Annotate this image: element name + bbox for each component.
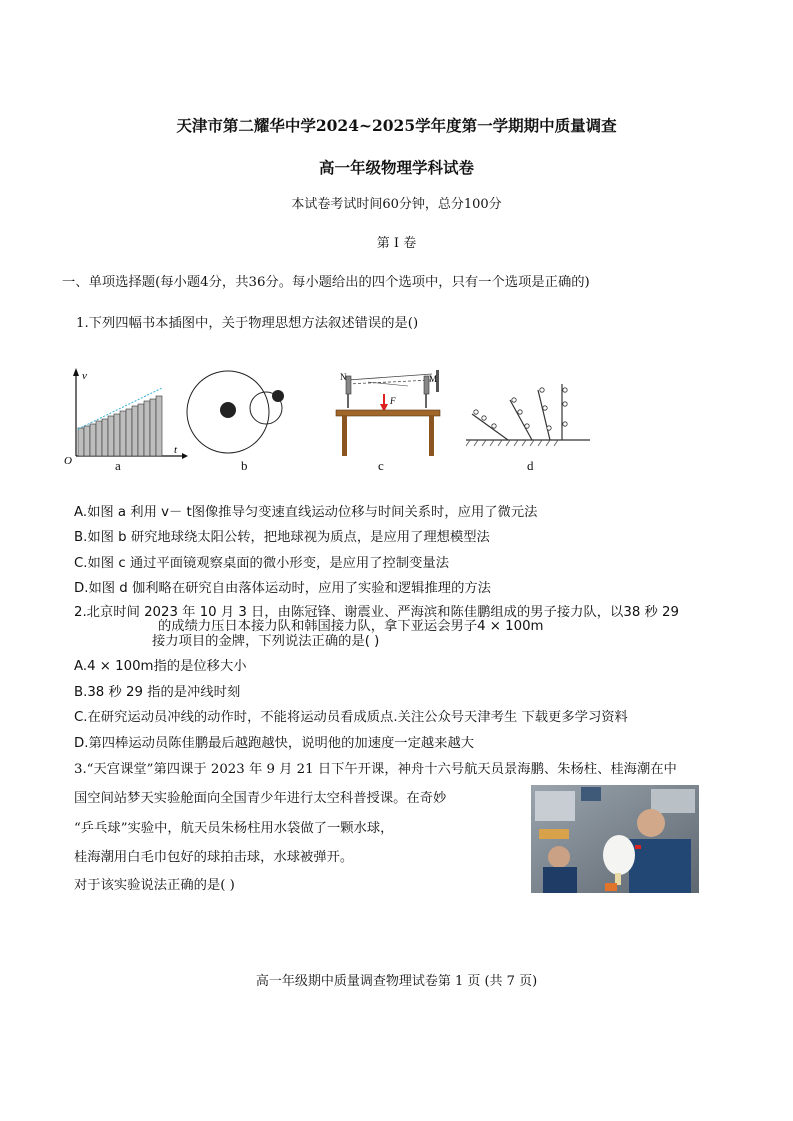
exam-info: 本试卷考试时间60分钟，总分100分 (291, 197, 502, 212)
figure-b-label: b (241, 458, 248, 473)
q2-stem-line3: 接力项目的金牌，下列说法正确的是( ) (152, 634, 380, 649)
q3-stem-line5: 对于该实验说法正确的是( ) (74, 878, 235, 893)
q3-stem-line2: 国空间站梦天实验舱面向全国青少年进行太空科普授课。在奇妙 (74, 791, 447, 806)
question-1-stem: 1.下列四幅书本插图中，关于物理思想方法叙述错误的是() (76, 316, 419, 331)
figure-b-orbit (184, 368, 296, 458)
figure-c-label: c (378, 458, 384, 473)
force-f-label: F (390, 396, 396, 406)
exam-subtitle: 高一年级物理学科试卷 (318, 158, 474, 177)
origin-label: O (64, 455, 72, 464)
q2-option-b: B.38 秒 29 指的是冲线时刻 (74, 685, 241, 700)
page-footer: 高一年级期中质量调查物理试卷第 1 页 (共 7 页) (255, 974, 538, 989)
figure-c-table-mirror (328, 368, 448, 460)
mirror-m-label: M (429, 374, 438, 384)
mirror-n-label: N (340, 372, 347, 382)
q3-stem-line1: 3.“天宫课堂”第四课于 2023 年 9 月 21 日下午开课，神舟十六号航天员景海鹏、朱杨柱、桂海潮在中 (74, 762, 677, 777)
q1-option-b: B.如图 b 研究地球绕太阳公转，把地球视为质点，是应用了理想模型法 (74, 530, 490, 545)
q1-option-c: C.如图 c 通过平面镜观察桌面的微小形变，是应用了控制变量法 (74, 556, 449, 571)
figure-a-vt-graph (62, 368, 188, 464)
q2-stem-line2: 的成绩力压日本接力队和韩国接力队，拿下亚运会男子4 × 100m (158, 619, 544, 634)
q2-option-c: C.在研究运动员冲线的动作时，不能将运动员看成质点.关注公众号天津考生 下载更多学习资料 (74, 710, 628, 725)
figure-a-label: a (115, 458, 121, 473)
q3-stem-line3: “乒乓球”实验中，航天员朱杨柱用水袋做了一颗水球， (74, 821, 394, 836)
exam-title: 天津市第二耀华中学2024~2025学年度第一学期期中质量调查 (176, 116, 617, 135)
figure-d-inclines (464, 384, 594, 448)
figure-d-label: d (527, 458, 534, 473)
axis-t-label: t (174, 444, 178, 456)
q1-option-a: A.如图 a 利用 v－ t图像推导匀变速直线运动位移与时间关系时，应用了微元法 (74, 505, 538, 520)
axis-v-label: v (82, 370, 87, 382)
tiangong-classroom-photo (531, 785, 699, 893)
q1-option-d: D.如图 d 伽利略在研究自由落体运动时，应用了实验和逻辑推理的方法 (74, 581, 491, 596)
q2-option-d: D.第四棒运动员陈佳鹏最后越跑越快，说明他的加速度一定越来越大 (74, 736, 475, 751)
q2-stem-line1: 2.北京时间 2023 年 10 月 3 日，由陈冠锋、谢震业、严海滨和陈佳鹏组成的男子接力队，以38 秒 29 (74, 605, 679, 620)
volume-label: 第 Ⅰ 卷 (376, 236, 417, 251)
q2-option-a: A.4 × 100m指的是位移大小 (74, 659, 247, 674)
q3-stem-line4: 桂海潮用白毛巾包好的球拍击球，水球被弹开。 (74, 850, 354, 865)
section-heading: 一、单项选择题(每小题4分，共36分。每小题给出的四个选项中，只有一个选项是正确的) (62, 275, 590, 290)
